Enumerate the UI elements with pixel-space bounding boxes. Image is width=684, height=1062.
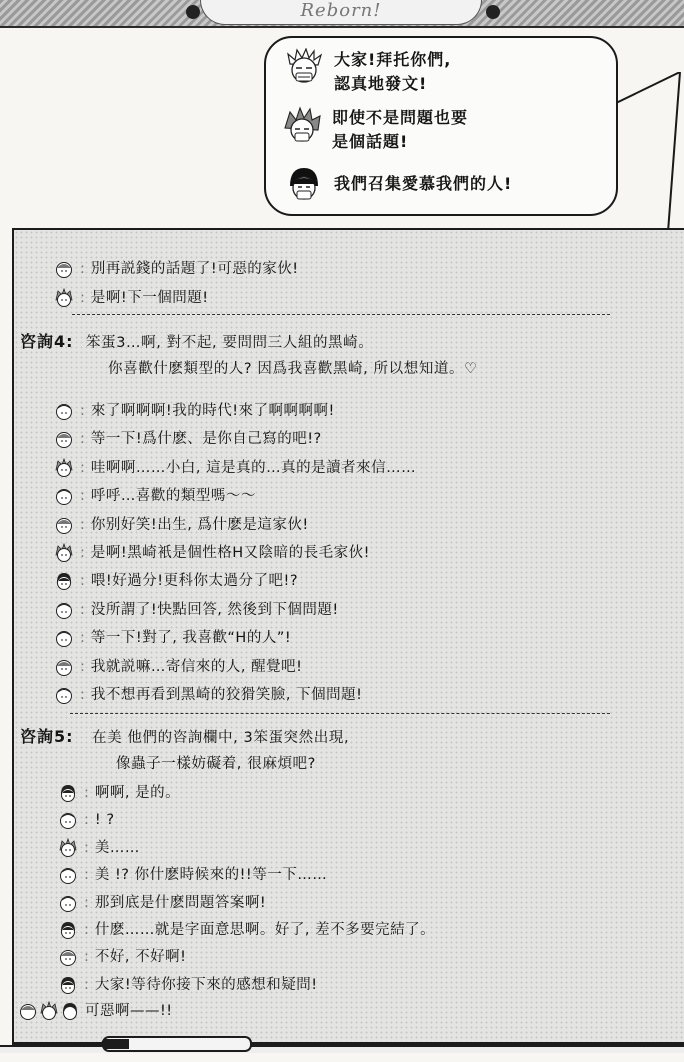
q4-replies-item [54,542,370,564]
finale-text: 可惡啊——!! [85,1003,173,1019]
reply-text: 是啊!黑崎衹是個性格H又陰暗的長毛家伙! [90,545,370,561]
colon: : [80,488,85,505]
marker-pen [102,1036,252,1052]
bubble-line-2 [282,106,468,154]
bubble-text-2: 即使不是問題也要 是個話題! [332,108,469,151]
finale-line [18,1000,173,1022]
colon: : [84,922,89,938]
q4-replies-item [54,485,256,507]
colon: : [80,261,85,277]
q5-line-2: 像蟲子一樣妨礙着, 很麻煩吧? [116,756,316,772]
three-faces-icon [18,1001,81,1021]
reply-text: 哇啊啊……小白, 這是真的…真的是讀者來信…… [90,459,417,476]
light-hair-face-icon [54,600,74,620]
q5-replies-item [58,892,266,914]
colon: : [84,839,89,856]
messy-hair-face-icon [54,458,74,478]
colon: : [84,894,89,911]
gray-hair-face-icon [54,515,74,535]
colon: : [80,431,85,448]
light-hair-face-icon [54,685,74,705]
dark-hair-face-icon [58,975,78,995]
colon: : [80,630,85,647]
reply-text: ! ? [94,812,115,829]
colon: : [80,658,85,675]
q4-replies-item [54,570,298,592]
bubble-line-3 [284,164,512,204]
bubble-tail [610,72,684,232]
reply-text: 喂!好過分!更科你太過分了吧!? [90,573,299,590]
intro-line-2 [54,287,209,309]
colon: : [84,785,89,801]
banner-bullet-right [486,5,500,19]
light-hair-face-icon [58,810,78,830]
gray-hair-face-icon [58,947,78,967]
gray-hair-face-icon [54,657,74,677]
q5-replies-item [58,946,186,968]
dark-hair-face-icon [58,920,78,940]
colon: : [80,516,85,533]
light-hair-face-icon [54,628,74,648]
q5-replies-item [58,809,115,831]
messy-hair-face-icon [54,288,74,308]
reply-text: 没所謂了!快點回答, 然後到下個問題! [90,601,339,618]
q4-replies-item [54,514,309,536]
dashed-divider-1 [72,314,610,315]
intro-text-2: 是啊!下一個問題! [90,290,209,306]
colon: : [80,290,85,306]
colon: : [84,949,89,966]
intro-text-1: 別再説錢的話題了!可惡的家伙! [90,261,299,277]
colon: : [84,976,89,993]
bubble-text-1: 大家!拜托你們, 認真地發文! [334,50,452,93]
messy-hair-boy-face-icon [282,106,322,146]
q5-replies-item [58,782,180,804]
reply-text: 你别好笑!出生, 爲什麽是這家伙! [90,516,309,533]
q4-replies-item [54,428,322,450]
q4-line-2: 你喜歡什麽類型的人? 因爲我喜歡黑崎, 所以想知道。♡ [108,361,478,377]
reply-text: 等一下!爲什麽、是你自己寫的吧!? [90,431,322,448]
banner-bullet-left [186,5,200,19]
q5-label: 咨詢5: [20,727,74,746]
q4-line-1: 笨蛋3…啊, 對不起, 要問問三人組的黑崎。 [86,335,374,351]
q5-replies-item [58,919,435,941]
reply-text: 什麽……就是字面意思啊。好了, 差不多要完結了。 [94,922,436,938]
gray-hair-face-icon [54,259,74,279]
reply-text: 呼呼…喜歡的類型嗎～～ [90,488,256,505]
reply-text: 等一下!對了, 我喜歡“H的人”! [90,630,292,647]
bubble-line-1 [284,48,451,96]
colon: : [80,545,85,561]
q5-replies-item [58,837,140,859]
q4-label: 咨詢4: [20,332,74,351]
q4-replies-item [54,400,335,422]
q4-replies-item [54,684,362,706]
reply-text: 那到底是什麽問題答案啊! [94,894,267,911]
light-hair-face-icon [54,486,74,506]
reply-text: 美…… [94,839,140,856]
gray-hair-face-icon [54,429,74,449]
q4-replies-item [54,599,339,621]
reply-text: 我就説嘛…寄信來的人, 醒覺吧! [90,658,303,675]
dark-hair-face-icon [54,571,74,591]
bubble-text-3: 我們召集愛慕我們的人! [334,174,513,193]
colon: : [84,867,89,884]
colon: : [80,573,85,590]
reply-text: 啊啊, 是的。 [94,785,181,801]
reply-text: 美 !? 你什麽時候來的!!等一下…… [94,867,328,884]
intro-line-1 [54,258,299,280]
light-hair-face-icon [58,893,78,913]
spiky-hair-boy-face-icon [284,48,324,88]
reply-text: 我不想再看到黑崎的狡猾笑臉, 下個問題! [90,687,363,703]
banner-title: Reborn! [200,0,482,25]
q4-replies-item [54,656,302,678]
top-banner [0,0,684,28]
colon: : [84,812,89,829]
reply-text: 來了啊啊啊!我的時代!來了啊啊啊啊! [90,403,335,419]
q5-line-1: 在美 他們的咨詢欄中, 3笨蛋突然出現, [92,730,350,746]
colon: : [80,687,85,703]
colon: : [80,459,85,476]
colon: : [80,403,85,419]
q5-replies-item [58,974,318,996]
dashed-divider-2 [70,713,610,714]
reply-text: 不好, 不好啊! [94,949,187,966]
light-hair-face-icon [54,401,74,421]
messy-hair-face-icon [54,543,74,563]
colon: : [80,601,85,618]
messy-hair-face-icon [58,838,78,858]
reply-text: 大家!等待你接下來的感想和疑問! [94,976,318,993]
q4-replies-item [54,627,291,649]
q4-replies-item [54,457,416,479]
dark-hair-face-icon [58,783,78,803]
dark-hair-boy-face-icon [284,164,324,204]
light-hair-face-icon [58,865,78,885]
q5-replies-item [58,864,327,886]
